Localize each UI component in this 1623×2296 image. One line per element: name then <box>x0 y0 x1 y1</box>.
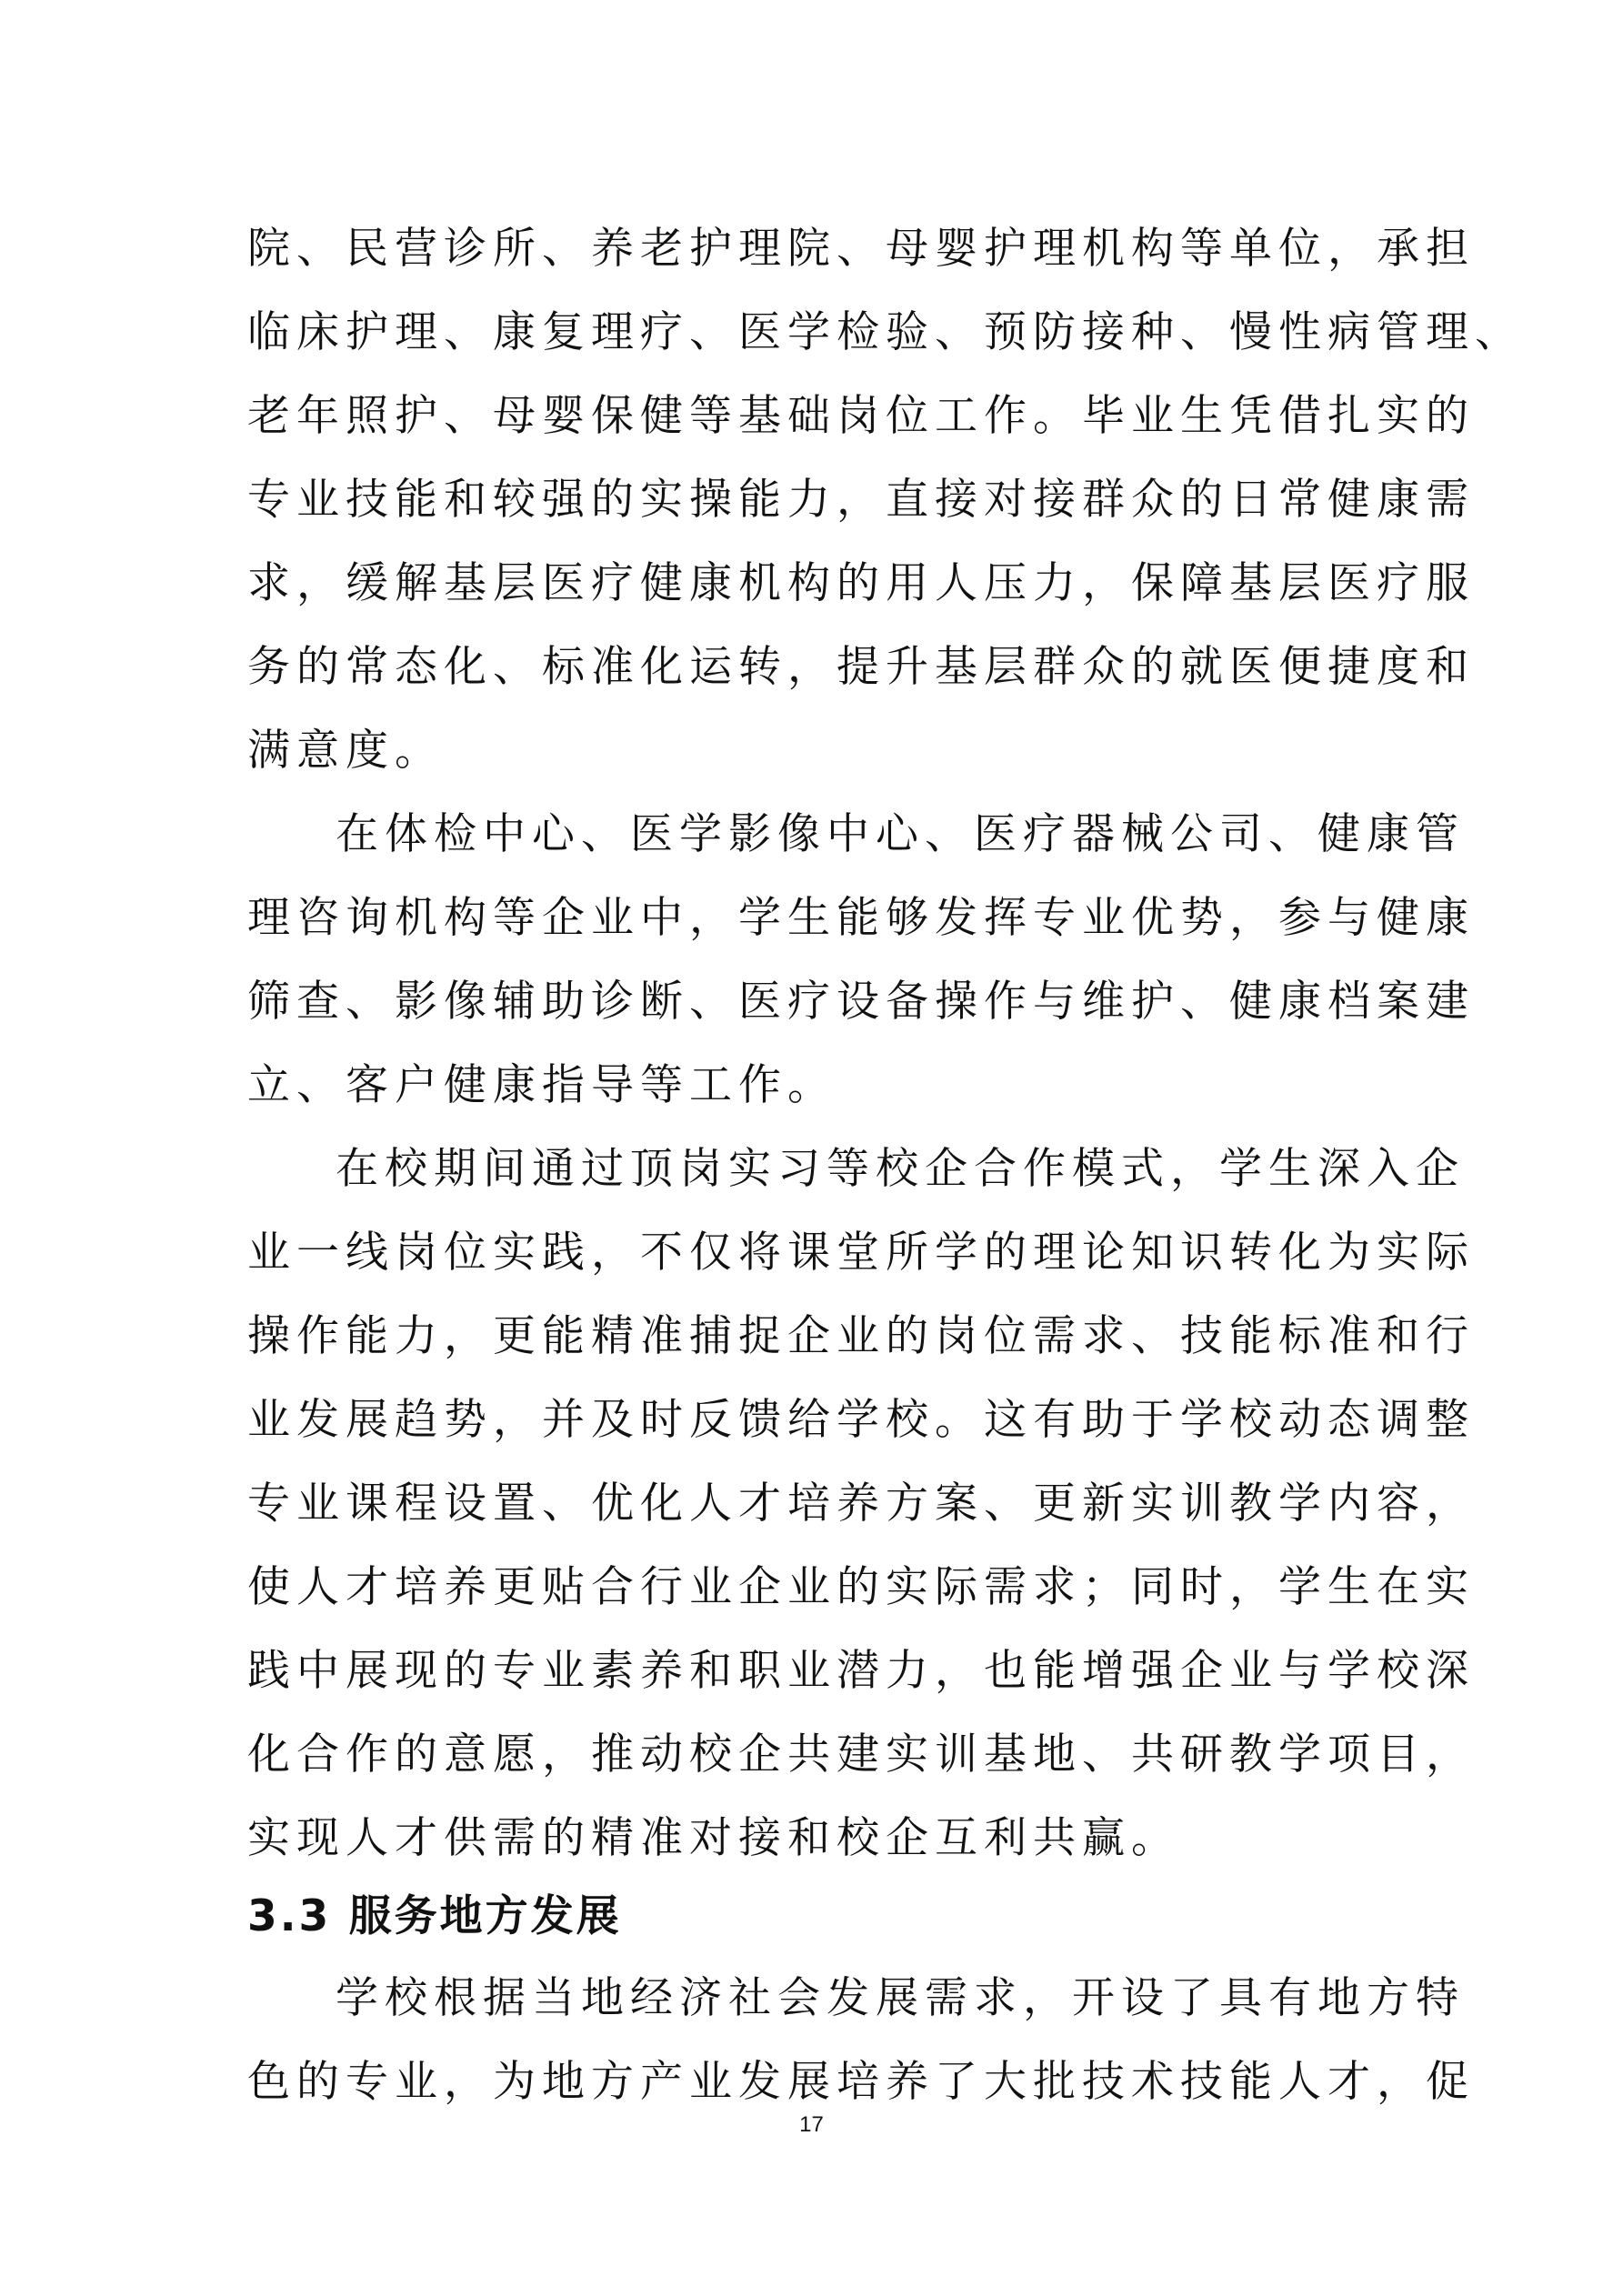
page-number: 17 <box>799 2112 824 2137</box>
paragraph-3-line-9: 实现人才供需的精准对接和校企互利共赢。 <box>247 1813 1180 1863</box>
paragraph-2-line-2: 理咨询机构等企业中，学生能够发挥专业优势，参与健康 <box>247 893 1475 943</box>
paragraph-2-line-1: 在体检中心、医学影像中心、医疗器械公司、健康管 <box>336 809 1465 859</box>
paragraph-1-line-4: 专业技能和较强的实操能力，直接对接群众的日常健康需 <box>247 475 1475 525</box>
paragraph-4-line-1: 学校根据当地经济社会发展需求，开设了具有地方特 <box>336 1973 1465 2023</box>
paragraph-2-line-4: 立、客户健康指导等工作。 <box>247 1060 837 1110</box>
paragraph-3-line-7: 践中展现的专业素养和职业潜力，也能增强企业与学校深 <box>247 1646 1475 1696</box>
paragraph-1-line-7: 满意度。 <box>247 726 444 776</box>
paragraph-1-line-1: 院、民营诊所、养老护理院、母婴护理机构等单位，承担 <box>247 224 1475 274</box>
paragraph-1-line-6: 务的常态化、标准化运转，提升基层群众的就医便捷度和 <box>247 642 1475 692</box>
paragraph-3-line-5: 专业课程设置、优化人才培养方案、更新实训教学内容， <box>247 1479 1475 1529</box>
paragraph-1-line-2: 临床护理、康复理疗、医学检验、预防接种、慢性病管理、 <box>247 307 1524 357</box>
paragraph-2-line-3: 筛查、影像辅助诊断、医疗设备操作与维护、健康档案建 <box>247 977 1475 1027</box>
paragraph-3-line-8: 化合作的意愿，推动校企共建实训基地、共研教学项目， <box>247 1730 1475 1780</box>
paragraph-1-line-3: 老年照护、母婴保健等基础岗位工作。毕业生凭借扎实的 <box>247 391 1475 441</box>
paragraph-3-line-4: 业发展趋势，并及时反馈给学校。这有助于学校动态调整 <box>247 1395 1475 1445</box>
paragraph-4-line-2: 色的专业，为地方产业发展培养了大批技术技能人才，促 <box>247 2057 1475 2107</box>
paragraph-1-line-5: 求，缓解基层医疗健康机构的用人压力，保障基层医疗服 <box>247 558 1475 608</box>
paragraph-3-line-3: 操作能力，更能精准捕捉企业的岗位需求、技能标准和行 <box>247 1311 1475 1361</box>
section-heading: 3.3 服务地方发展 <box>247 1891 622 1941</box>
paragraph-3-line-2: 业一线岗位实践，不仅将课堂所学的理论知识转化为实际 <box>247 1228 1475 1278</box>
paragraph-3-line-1: 在校期间通过顶岗实习等校企合作模式，学生深入企 <box>336 1144 1465 1194</box>
paragraph-3-line-6: 使人才培养更贴合行业企业的实际需求；同时，学生在实 <box>247 1562 1475 1612</box>
